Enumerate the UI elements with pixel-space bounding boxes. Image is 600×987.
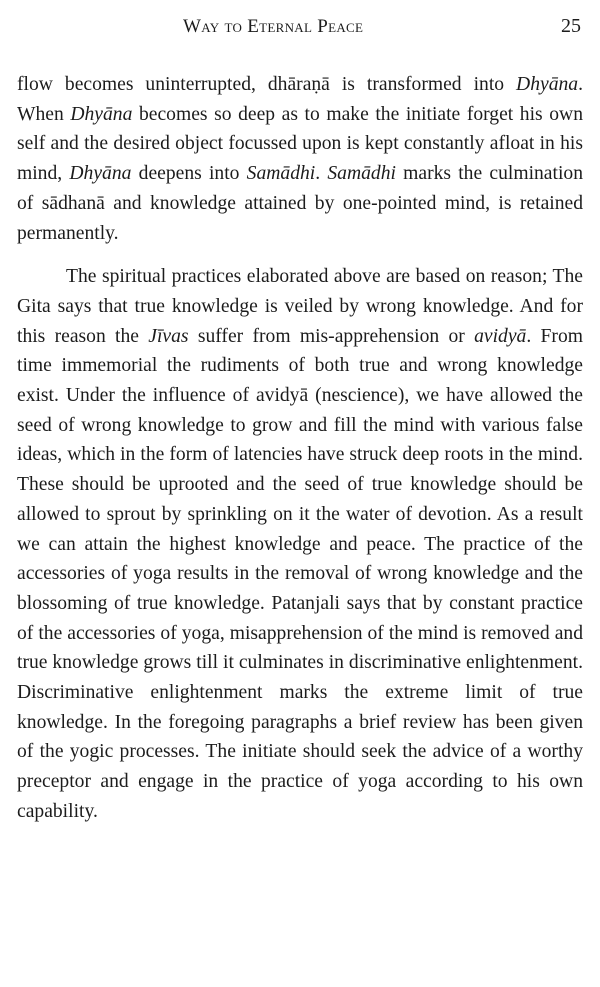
paragraph [17,262,583,826]
text-run-italic: Dhyāna [516,74,579,95]
text-run-italic: Jīvas [148,325,189,347]
running-head [0,14,600,44]
body-text [17,70,583,827]
text-run-italic: Samādhi [246,163,316,185]
text-run: The spiritual practices elaborated above are based on reason; The Gita says that true knowledge is veiled by wrong knowledge. And for this reason the [17,266,583,347]
text-run: . When [17,74,583,125]
text-run: . From time immemorial the rudiments of both true and wrong knowledge exist. Under the influence of avidyā (nescience), we have allowed the seed of wrong knowledge to grow and fill the mind with various false ideas, which in the form of latencies have struck deep roots in the mind. These should be uprooted and the seed of true knowledge should be allowed to sprout by sprinkling on it the water of devotion. As a result we can attain the highest knowledge and peace. The practice of the accessories of yoga results in the removal of wrong knowledge and the blossoming of true knowledge. Patanjali says that by constant practice of the accessories of yoga, misapprehension of the mind is removed and true knowledge grows till it culminates in discriminative enlightenment. Discriminative enlightenment marks the extreme limit of true knowledge. In the foregoing paragraphs a brief review has been given of the yogic processes. The initiate should seek the advice of a worthy preceptor and engage in the practice of yoga according to his own capability. [17,325,583,822]
text-run: flow becomes uninterrupted, dhāraṇā is transformed into [17,74,517,95]
text-run: . [315,163,328,185]
page-number: 25 [561,15,581,37]
text-run: marks the culmination of sādhanā and knowledge attained by one-pointed mind, is retained permanently. [17,163,583,244]
running-title: Way to Eternal Peace [183,16,364,37]
text-run-italic: avidyā [474,325,527,347]
text-run: deepens into [131,163,247,185]
text-run-italic: Dhyāna [69,163,132,185]
text-run-italic: Samādhi [327,163,396,185]
text-run: suffer from mis-apprehension or [188,325,475,347]
paragraph [17,70,583,248]
text-run-italic: Dhyāna [70,103,133,125]
text-run: becomes so deep as to make the initiate forget his own self and the desired object focussed upon is kept constantly afloat in his mind, [17,103,583,185]
